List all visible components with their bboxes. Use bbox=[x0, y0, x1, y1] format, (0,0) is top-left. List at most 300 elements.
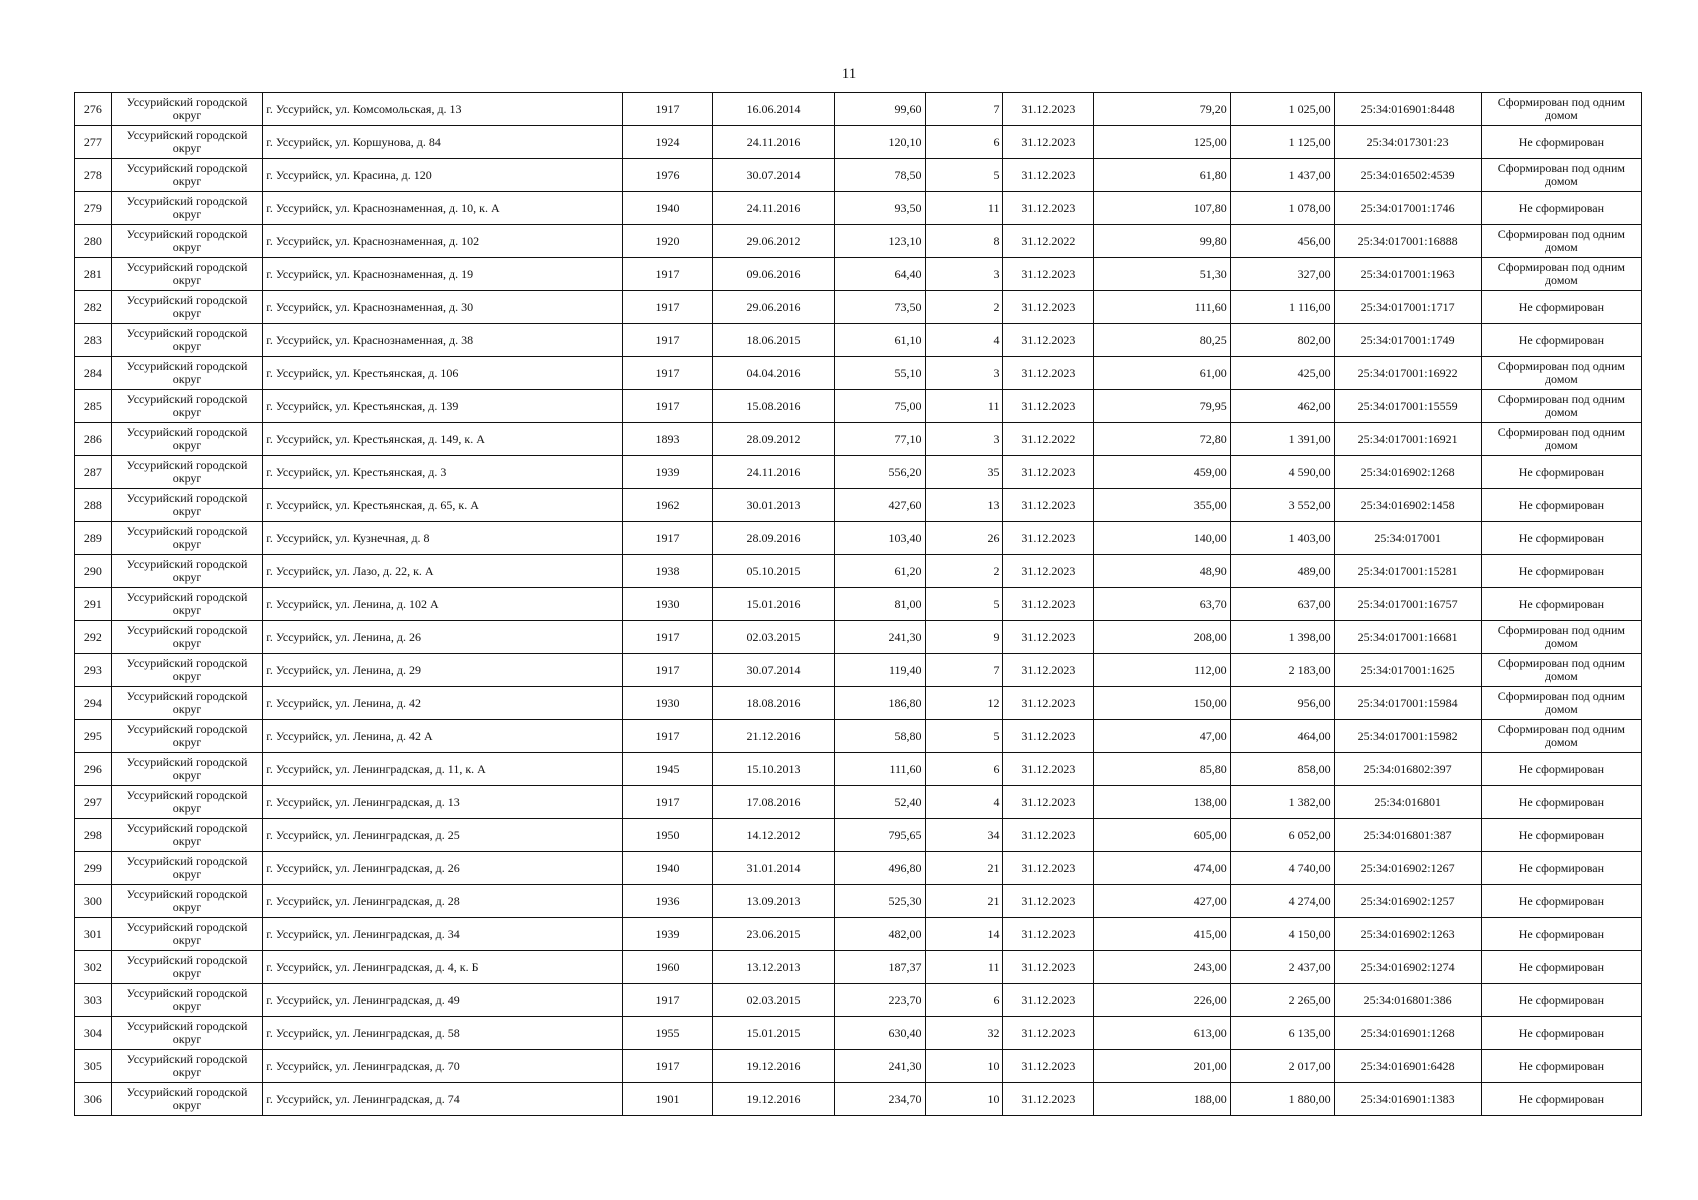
date-cell: 24.11.2016 bbox=[713, 192, 834, 225]
planned-date-cell: 31.12.2023 bbox=[1003, 1083, 1094, 1116]
residents-cell: 10 bbox=[925, 1050, 1003, 1083]
build-year-cell: 1936 bbox=[622, 885, 713, 918]
cost-cell: 2 183,00 bbox=[1230, 654, 1334, 687]
table-row bbox=[75, 126, 1642, 159]
area-cell: 78,50 bbox=[834, 159, 925, 192]
living-area-cell: 208,00 bbox=[1094, 621, 1230, 654]
planned-date-cell: 31.12.2023 bbox=[1003, 456, 1094, 489]
cost-cell: 4 150,00 bbox=[1230, 918, 1334, 951]
date-cell: 14.12.2012 bbox=[713, 819, 834, 852]
build-year-cell: 1930 bbox=[622, 588, 713, 621]
date-cell: 15.10.2013 bbox=[713, 753, 834, 786]
area-cell: 630,40 bbox=[834, 1017, 925, 1050]
planned-date-cell: 31.12.2023 bbox=[1003, 852, 1094, 885]
land-status-cell: Не сформирован bbox=[1481, 588, 1641, 621]
residents-cell: 11 bbox=[925, 951, 1003, 984]
planned-date-cell: 31.12.2023 bbox=[1003, 159, 1094, 192]
table-row bbox=[75, 588, 1642, 621]
date-cell: 13.09.2013 bbox=[713, 885, 834, 918]
cadastral-number-cell: 25:34:016902:1274 bbox=[1334, 951, 1481, 984]
planned-date-cell: 31.12.2023 bbox=[1003, 720, 1094, 753]
cadastral-number-cell: 25:34:016902:1267 bbox=[1334, 852, 1481, 885]
row-number: 294 bbox=[75, 687, 112, 720]
date-cell: 24.11.2016 bbox=[713, 456, 834, 489]
date-cell: 23.06.2015 bbox=[713, 918, 834, 951]
area-cell: 73,50 bbox=[834, 291, 925, 324]
municipality-cell: Уссурийский городской округ bbox=[111, 1050, 263, 1083]
planned-date-cell: 31.12.2023 bbox=[1003, 489, 1094, 522]
build-year-cell: 1962 bbox=[622, 489, 713, 522]
row-number: 291 bbox=[75, 588, 112, 621]
address-cell: г. Уссурийск, ул. Крестьянская, д. 65, к. А bbox=[263, 489, 622, 522]
page-number: 11 bbox=[841, 66, 857, 82]
cost-cell: 1 391,00 bbox=[1230, 423, 1334, 456]
living-area-cell: 47,00 bbox=[1094, 720, 1230, 753]
date-cell: 15.08.2016 bbox=[713, 390, 834, 423]
table-row bbox=[75, 357, 1642, 390]
build-year-cell: 1917 bbox=[622, 291, 713, 324]
cost-cell: 462,00 bbox=[1230, 390, 1334, 423]
table-row bbox=[75, 951, 1642, 984]
planned-date-cell: 31.12.2023 bbox=[1003, 93, 1094, 126]
table-row bbox=[75, 687, 1642, 720]
row-number: 303 bbox=[75, 984, 112, 1017]
cadastral-number-cell: 25:34:016901:6428 bbox=[1334, 1050, 1481, 1083]
date-cell: 19.12.2016 bbox=[713, 1083, 834, 1116]
area-cell: 61,20 bbox=[834, 555, 925, 588]
row-number: 277 bbox=[75, 126, 112, 159]
address-cell: г. Уссурийск, ул. Ленинградская, д. 26 bbox=[263, 852, 622, 885]
residents-cell: 26 bbox=[925, 522, 1003, 555]
planned-date-cell: 31.12.2023 bbox=[1003, 357, 1094, 390]
area-cell: 75,00 bbox=[834, 390, 925, 423]
living-area-cell: 72,80 bbox=[1094, 423, 1230, 456]
living-area-cell: 48,90 bbox=[1094, 555, 1230, 588]
date-cell: 18.08.2016 bbox=[713, 687, 834, 720]
address-cell: г. Уссурийск, ул. Ленина, д. 26 bbox=[263, 621, 622, 654]
row-number: 305 bbox=[75, 1050, 112, 1083]
cost-cell: 1 880,00 bbox=[1230, 1083, 1334, 1116]
cadastral-number-cell: 25:34:017001:15281 bbox=[1334, 555, 1481, 588]
table-row bbox=[75, 654, 1642, 687]
build-year-cell: 1917 bbox=[622, 93, 713, 126]
build-year-cell: 1939 bbox=[622, 456, 713, 489]
municipality-cell: Уссурийский городской округ bbox=[111, 522, 263, 555]
planned-date-cell: 31.12.2022 bbox=[1003, 225, 1094, 258]
residents-cell: 32 bbox=[925, 1017, 1003, 1050]
municipality-cell: Уссурийский городской округ bbox=[111, 456, 263, 489]
land-status-cell: Сформирован под одним домом bbox=[1481, 258, 1641, 291]
row-number: 297 bbox=[75, 786, 112, 819]
residents-cell: 6 bbox=[925, 753, 1003, 786]
cadastral-number-cell: 25:34:017001:15559 bbox=[1334, 390, 1481, 423]
municipality-cell: Уссурийский городской округ bbox=[111, 291, 263, 324]
planned-date-cell: 31.12.2023 bbox=[1003, 192, 1094, 225]
area-cell: 241,30 bbox=[834, 621, 925, 654]
build-year-cell: 1917 bbox=[622, 522, 713, 555]
planned-date-cell: 31.12.2023 bbox=[1003, 819, 1094, 852]
cadastral-number-cell: 25:34:016902:1257 bbox=[1334, 885, 1481, 918]
municipality-cell: Уссурийский городской округ bbox=[111, 687, 263, 720]
cadastral-number-cell: 25:34:016801 bbox=[1334, 786, 1481, 819]
build-year-cell: 1940 bbox=[622, 852, 713, 885]
address-cell: г. Уссурийск, ул. Ленинградская, д. 28 bbox=[263, 885, 622, 918]
residents-cell: 7 bbox=[925, 93, 1003, 126]
municipality-cell: Уссурийский городской округ bbox=[111, 753, 263, 786]
cost-cell: 2 017,00 bbox=[1230, 1050, 1334, 1083]
cadastral-number-cell: 25:34:016901:1383 bbox=[1334, 1083, 1481, 1116]
address-cell: г. Уссурийск, ул. Коршунова, д. 84 bbox=[263, 126, 622, 159]
cost-cell: 6 052,00 bbox=[1230, 819, 1334, 852]
residents-cell: 13 bbox=[925, 489, 1003, 522]
municipality-cell: Уссурийский городской округ bbox=[111, 885, 263, 918]
table-row bbox=[75, 423, 1642, 456]
residents-cell: 3 bbox=[925, 423, 1003, 456]
address-cell: г. Уссурийск, ул. Ленинградская, д. 58 bbox=[263, 1017, 622, 1050]
cost-cell: 956,00 bbox=[1230, 687, 1334, 720]
date-cell: 16.06.2014 bbox=[713, 93, 834, 126]
table-row bbox=[75, 984, 1642, 1017]
row-number: 279 bbox=[75, 192, 112, 225]
municipality-cell: Уссурийский городской округ bbox=[111, 984, 263, 1017]
living-area-cell: 355,00 bbox=[1094, 489, 1230, 522]
land-status-cell: Не сформирован bbox=[1481, 918, 1641, 951]
build-year-cell: 1960 bbox=[622, 951, 713, 984]
municipality-cell: Уссурийский городской округ bbox=[111, 159, 263, 192]
address-cell: г. Уссурийск, ул. Крестьянская, д. 106 bbox=[263, 357, 622, 390]
cadastral-number-cell: 25:34:017001:1746 bbox=[1334, 192, 1481, 225]
build-year-cell: 1917 bbox=[622, 258, 713, 291]
planned-date-cell: 31.12.2023 bbox=[1003, 951, 1094, 984]
living-area-cell: 474,00 bbox=[1094, 852, 1230, 885]
cost-cell: 464,00 bbox=[1230, 720, 1334, 753]
build-year-cell: 1938 bbox=[622, 555, 713, 588]
land-status-cell: Сформирован под одним домом bbox=[1481, 621, 1641, 654]
residents-cell: 4 bbox=[925, 786, 1003, 819]
municipality-cell: Уссурийский городской округ bbox=[111, 654, 263, 687]
table-row bbox=[75, 489, 1642, 522]
area-cell: 81,00 bbox=[834, 588, 925, 621]
land-status-cell: Сформирован под одним домом bbox=[1481, 357, 1641, 390]
table-row bbox=[75, 1017, 1642, 1050]
area-cell: 93,50 bbox=[834, 192, 925, 225]
date-cell: 09.06.2016 bbox=[713, 258, 834, 291]
land-status-cell: Не сформирован bbox=[1481, 555, 1641, 588]
area-cell: 103,40 bbox=[834, 522, 925, 555]
planned-date-cell: 31.12.2022 bbox=[1003, 423, 1094, 456]
residents-cell: 34 bbox=[925, 819, 1003, 852]
cost-cell: 1 398,00 bbox=[1230, 621, 1334, 654]
residents-cell: 7 bbox=[925, 654, 1003, 687]
municipality-cell: Уссурийский городской округ bbox=[111, 786, 263, 819]
residents-cell: 3 bbox=[925, 258, 1003, 291]
residents-cell: 14 bbox=[925, 918, 1003, 951]
build-year-cell: 1917 bbox=[622, 324, 713, 357]
row-number: 306 bbox=[75, 1083, 112, 1116]
planned-date-cell: 31.12.2023 bbox=[1003, 555, 1094, 588]
address-cell: г. Уссурийск, ул. Ленинградская, д. 13 bbox=[263, 786, 622, 819]
build-year-cell: 1917 bbox=[622, 786, 713, 819]
area-cell: 496,80 bbox=[834, 852, 925, 885]
date-cell: 29.06.2016 bbox=[713, 291, 834, 324]
area-cell: 187,37 bbox=[834, 951, 925, 984]
row-number: 284 bbox=[75, 357, 112, 390]
planned-date-cell: 31.12.2023 bbox=[1003, 654, 1094, 687]
municipality-cell: Уссурийский городской округ bbox=[111, 555, 263, 588]
address-cell: г. Уссурийск, ул. Краснознаменная, д. 38 bbox=[263, 324, 622, 357]
date-cell: 29.06.2012 bbox=[713, 225, 834, 258]
build-year-cell: 1917 bbox=[622, 357, 713, 390]
date-cell: 28.09.2016 bbox=[713, 522, 834, 555]
municipality-cell: Уссурийский городской округ bbox=[111, 819, 263, 852]
residents-cell: 6 bbox=[925, 984, 1003, 1017]
living-area-cell: 226,00 bbox=[1094, 984, 1230, 1017]
living-area-cell: 51,30 bbox=[1094, 258, 1230, 291]
address-cell: г. Уссурийск, ул. Ленина, д. 42 bbox=[263, 687, 622, 720]
date-cell: 30.01.2013 bbox=[713, 489, 834, 522]
municipality-cell: Уссурийский городской округ bbox=[111, 621, 263, 654]
municipality-cell: Уссурийский городской округ bbox=[111, 1083, 263, 1116]
land-status-cell: Не сформирован bbox=[1481, 126, 1641, 159]
cost-cell: 425,00 bbox=[1230, 357, 1334, 390]
table-row bbox=[75, 1083, 1642, 1116]
residents-cell: 9 bbox=[925, 621, 1003, 654]
land-status-cell: Не сформирован bbox=[1481, 786, 1641, 819]
land-status-cell: Не сформирован bbox=[1481, 819, 1641, 852]
cost-cell: 637,00 bbox=[1230, 588, 1334, 621]
land-status-cell: Не сформирован bbox=[1481, 489, 1641, 522]
build-year-cell: 1893 bbox=[622, 423, 713, 456]
row-number: 289 bbox=[75, 522, 112, 555]
table-row bbox=[75, 720, 1642, 753]
living-area-cell: 188,00 bbox=[1094, 1083, 1230, 1116]
address-cell: г. Уссурийск, ул. Крестьянская, д. 149, к. А bbox=[263, 423, 622, 456]
residents-cell: 11 bbox=[925, 192, 1003, 225]
table-row bbox=[75, 819, 1642, 852]
living-area-cell: 427,00 bbox=[1094, 885, 1230, 918]
cadastral-number-cell: 25:34:017001:1963 bbox=[1334, 258, 1481, 291]
area-cell: 64,40 bbox=[834, 258, 925, 291]
address-cell: г. Уссурийск, ул. Краснознаменная, д. 19 bbox=[263, 258, 622, 291]
cost-cell: 2 265,00 bbox=[1230, 984, 1334, 1017]
build-year-cell: 1917 bbox=[622, 654, 713, 687]
row-number: 298 bbox=[75, 819, 112, 852]
table-row bbox=[75, 324, 1642, 357]
date-cell: 15.01.2016 bbox=[713, 588, 834, 621]
cadastral-number-cell: 25:34:017001:16888 bbox=[1334, 225, 1481, 258]
land-status-cell: Сформирован под одним домом bbox=[1481, 225, 1641, 258]
area-cell: 120,10 bbox=[834, 126, 925, 159]
build-year-cell: 1917 bbox=[622, 621, 713, 654]
residents-cell: 11 bbox=[925, 390, 1003, 423]
residents-cell: 2 bbox=[925, 555, 1003, 588]
date-cell: 30.07.2014 bbox=[713, 159, 834, 192]
date-cell: 05.10.2015 bbox=[713, 555, 834, 588]
cadastral-number-cell: 25:34:017301:23 bbox=[1334, 126, 1481, 159]
row-number: 280 bbox=[75, 225, 112, 258]
address-cell: г. Уссурийск, ул. Ленина, д. 29 bbox=[263, 654, 622, 687]
planned-date-cell: 31.12.2023 bbox=[1003, 390, 1094, 423]
living-area-cell: 107,80 bbox=[1094, 192, 1230, 225]
build-year-cell: 1976 bbox=[622, 159, 713, 192]
land-status-cell: Не сформирован bbox=[1481, 753, 1641, 786]
table-row bbox=[75, 522, 1642, 555]
planned-date-cell: 31.12.2023 bbox=[1003, 126, 1094, 159]
row-number: 281 bbox=[75, 258, 112, 291]
area-cell: 241,30 bbox=[834, 1050, 925, 1083]
cadastral-number-cell: 25:34:016902:1268 bbox=[1334, 456, 1481, 489]
address-cell: г. Уссурийск, ул. Кузнечная, д. 8 bbox=[263, 522, 622, 555]
cost-cell: 858,00 bbox=[1230, 753, 1334, 786]
table-row bbox=[75, 456, 1642, 489]
living-area-cell: 61,00 bbox=[1094, 357, 1230, 390]
planned-date-cell: 31.12.2023 bbox=[1003, 786, 1094, 819]
address-cell: г. Уссурийск, ул. Ленинградская, д. 70 bbox=[263, 1050, 622, 1083]
land-status-cell: Не сформирован bbox=[1481, 984, 1641, 1017]
area-cell: 186,80 bbox=[834, 687, 925, 720]
living-area-cell: 140,00 bbox=[1094, 522, 1230, 555]
date-cell: 17.08.2016 bbox=[713, 786, 834, 819]
build-year-cell: 1901 bbox=[622, 1083, 713, 1116]
address-cell: г. Уссурийск, ул. Краснознаменная, д. 30 bbox=[263, 291, 622, 324]
build-year-cell: 1945 bbox=[622, 753, 713, 786]
row-number: 304 bbox=[75, 1017, 112, 1050]
living-area-cell: 459,00 bbox=[1094, 456, 1230, 489]
area-cell: 795,65 bbox=[834, 819, 925, 852]
table-row bbox=[75, 786, 1642, 819]
land-status-cell: Сформирован под одним домом bbox=[1481, 720, 1641, 753]
build-year-cell: 1939 bbox=[622, 918, 713, 951]
cadastral-number-cell: 25:34:016901:8448 bbox=[1334, 93, 1481, 126]
date-cell: 02.03.2015 bbox=[713, 621, 834, 654]
table-row bbox=[75, 918, 1642, 951]
row-number: 286 bbox=[75, 423, 112, 456]
address-cell: г. Уссурийск, ул. Краснознаменная, д. 10, к. А bbox=[263, 192, 622, 225]
land-status-cell: Не сформирован bbox=[1481, 192, 1641, 225]
date-cell: 19.12.2016 bbox=[713, 1050, 834, 1083]
date-cell: 30.07.2014 bbox=[713, 654, 834, 687]
municipality-cell: Уссурийский городской округ bbox=[111, 225, 263, 258]
address-cell: г. Уссурийск, ул. Ленинградская, д. 25 bbox=[263, 819, 622, 852]
row-number: 292 bbox=[75, 621, 112, 654]
address-cell: г. Уссурийск, ул. Ленинградская, д. 34 bbox=[263, 918, 622, 951]
living-area-cell: 99,80 bbox=[1094, 225, 1230, 258]
residents-cell: 10 bbox=[925, 1083, 1003, 1116]
row-number: 300 bbox=[75, 885, 112, 918]
cost-cell: 1 025,00 bbox=[1230, 93, 1334, 126]
living-area-cell: 79,20 bbox=[1094, 93, 1230, 126]
build-year-cell: 1917 bbox=[622, 720, 713, 753]
residents-cell: 5 bbox=[925, 159, 1003, 192]
cadastral-number-cell: 25:34:016901:1268 bbox=[1334, 1017, 1481, 1050]
row-number: 285 bbox=[75, 390, 112, 423]
address-cell: г. Уссурийск, ул. Ленина, д. 42 А bbox=[263, 720, 622, 753]
cadastral-number-cell: 25:34:016902:1263 bbox=[1334, 918, 1481, 951]
land-status-cell: Сформирован под одним домом bbox=[1481, 390, 1641, 423]
cost-cell: 489,00 bbox=[1230, 555, 1334, 588]
build-year-cell: 1917 bbox=[622, 984, 713, 1017]
address-cell: г. Уссурийск, ул. Ленинградская, д. 11, к. А bbox=[263, 753, 622, 786]
area-cell: 61,10 bbox=[834, 324, 925, 357]
build-year-cell: 1950 bbox=[622, 819, 713, 852]
address-cell: г. Уссурийск, ул. Крестьянская, д. 3 bbox=[263, 456, 622, 489]
land-status-cell: Сформирован под одним домом bbox=[1481, 423, 1641, 456]
address-cell: г. Уссурийск, ул. Ленинградская, д. 74 bbox=[263, 1083, 622, 1116]
row-number: 301 bbox=[75, 918, 112, 951]
date-cell: 13.12.2013 bbox=[713, 951, 834, 984]
land-status-cell: Не сформирован bbox=[1481, 291, 1641, 324]
land-status-cell: Сформирован под одним домом bbox=[1481, 93, 1641, 126]
land-status-cell: Не сформирован bbox=[1481, 885, 1641, 918]
table-row bbox=[75, 390, 1642, 423]
area-cell: 234,70 bbox=[834, 1083, 925, 1116]
planned-date-cell: 31.12.2023 bbox=[1003, 291, 1094, 324]
cost-cell: 1 382,00 bbox=[1230, 786, 1334, 819]
area-cell: 119,40 bbox=[834, 654, 925, 687]
area-cell: 223,70 bbox=[834, 984, 925, 1017]
row-number: 276 bbox=[75, 93, 112, 126]
date-cell: 18.06.2015 bbox=[713, 324, 834, 357]
address-cell: г. Уссурийск, ул. Крестьянская, д. 139 bbox=[263, 390, 622, 423]
table-row bbox=[75, 621, 1642, 654]
area-cell: 525,30 bbox=[834, 885, 925, 918]
table-row bbox=[75, 225, 1642, 258]
cost-cell: 1 116,00 bbox=[1230, 291, 1334, 324]
cost-cell: 1 437,00 bbox=[1230, 159, 1334, 192]
municipality-cell: Уссурийский городской округ bbox=[111, 951, 263, 984]
address-cell: г. Уссурийск, ул. Лазо, д. 22, к. А bbox=[263, 555, 622, 588]
address-cell: г. Уссурийск, ул. Ленина, д. 102 А bbox=[263, 588, 622, 621]
address-cell: г. Уссурийск, ул. Краснознаменная, д. 102 bbox=[263, 225, 622, 258]
cost-cell: 2 437,00 bbox=[1230, 951, 1334, 984]
municipality-cell: Уссурийский городской округ bbox=[111, 390, 263, 423]
land-status-cell: Сформирован под одним домом bbox=[1481, 687, 1641, 720]
residents-cell: 8 bbox=[925, 225, 1003, 258]
address-cell: г. Уссурийск, ул. Ленинградская, д. 49 bbox=[263, 984, 622, 1017]
area-cell: 58,80 bbox=[834, 720, 925, 753]
row-number: 283 bbox=[75, 324, 112, 357]
living-area-cell: 201,00 bbox=[1094, 1050, 1230, 1083]
living-area-cell: 150,00 bbox=[1094, 687, 1230, 720]
cadastral-number-cell: 25:34:017001:1717 bbox=[1334, 291, 1481, 324]
table-row bbox=[75, 555, 1642, 588]
living-area-cell: 80,25 bbox=[1094, 324, 1230, 357]
residents-cell: 21 bbox=[925, 852, 1003, 885]
cost-cell: 4 740,00 bbox=[1230, 852, 1334, 885]
cost-cell: 1 125,00 bbox=[1230, 126, 1334, 159]
build-year-cell: 1924 bbox=[622, 126, 713, 159]
table-row bbox=[75, 885, 1642, 918]
build-year-cell: 1917 bbox=[622, 1050, 713, 1083]
housing-table bbox=[74, 92, 1642, 1116]
row-number: 287 bbox=[75, 456, 112, 489]
land-status-cell: Сформирован под одним домом bbox=[1481, 654, 1641, 687]
planned-date-cell: 31.12.2023 bbox=[1003, 984, 1094, 1017]
cost-cell: 4 274,00 bbox=[1230, 885, 1334, 918]
row-number: 282 bbox=[75, 291, 112, 324]
table-row bbox=[75, 852, 1642, 885]
table-row bbox=[75, 1050, 1642, 1083]
land-status-cell: Не сформирован bbox=[1481, 1017, 1641, 1050]
table-row bbox=[75, 753, 1642, 786]
cadastral-number-cell: 25:34:017001:16757 bbox=[1334, 588, 1481, 621]
municipality-cell: Уссурийский городской округ bbox=[111, 192, 263, 225]
municipality-cell: Уссурийский городской округ bbox=[111, 720, 263, 753]
residents-cell: 6 bbox=[925, 126, 1003, 159]
area-cell: 123,10 bbox=[834, 225, 925, 258]
living-area-cell: 138,00 bbox=[1094, 786, 1230, 819]
living-area-cell: 61,80 bbox=[1094, 159, 1230, 192]
